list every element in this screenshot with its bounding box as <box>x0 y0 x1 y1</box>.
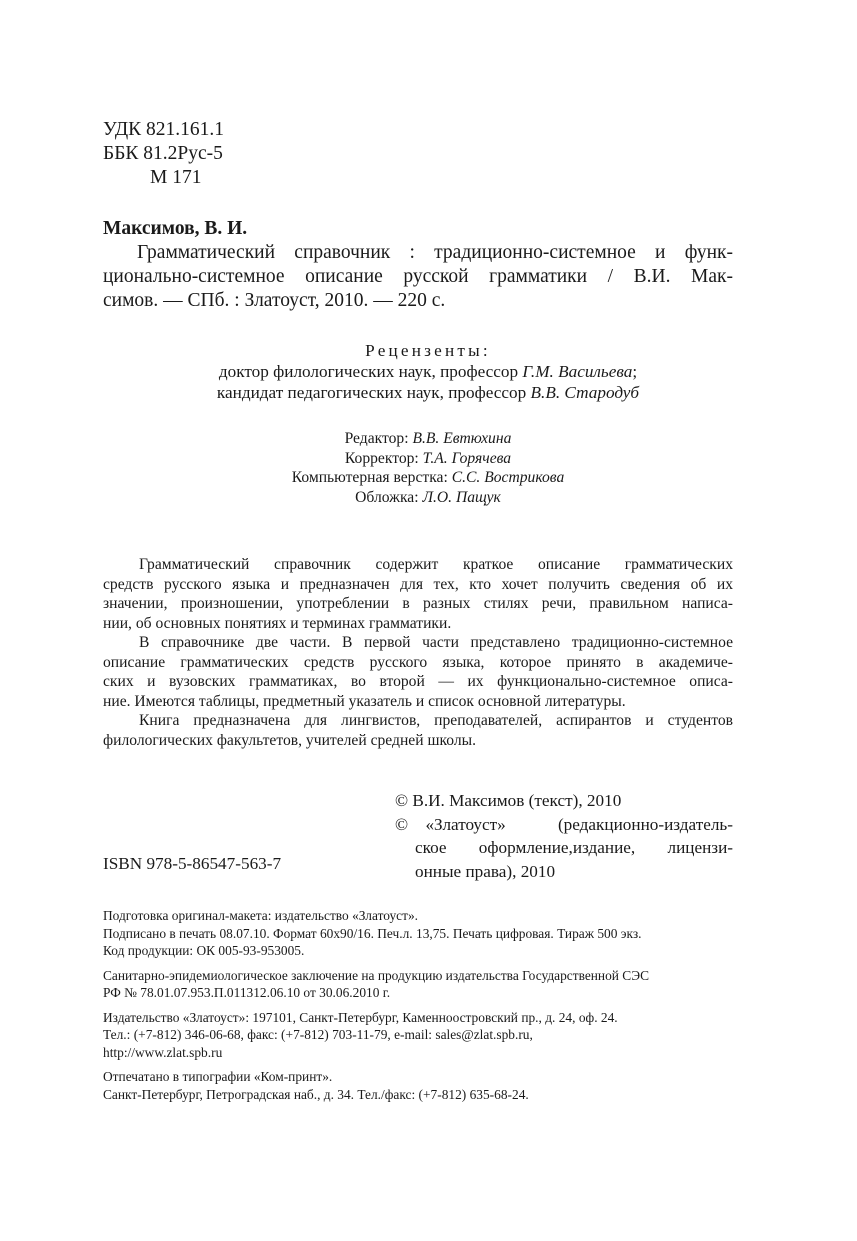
imprint-line: РФ № 78.01.07.953.П.011312.06.10 от 30.06.2010 г. <box>103 985 391 1000</box>
staff-credits <box>100 429 756 507</box>
publisher-url: http://www.zlat.spb.ru <box>103 1044 223 1060</box>
staff-editor: Редактор: В.В. Евтюхина <box>344 430 512 447</box>
imprint-line: Подготовка оригинал-макета: издательство «Златоуст». <box>103 908 418 923</box>
bibliographic-line-1: Грамматический справочник : традиционно-системное и функ- <box>137 242 733 263</box>
annotation-line-10: филологических факультетов, учителей средней школы. <box>103 731 477 749</box>
imprint-line: Издательство «Златоуст»: 197101, Санкт-Петербург, Каменноостровский пр., д. 24, оф. 24. <box>103 1009 618 1025</box>
copyright-block <box>395 789 733 883</box>
annotation-line-6: описание грамматических средств русского языка, которое принято в академиче- <box>103 653 733 671</box>
isbn: ISBN 978-5-86547-563-7 <box>103 854 282 873</box>
reviewer-2: кандидат педагогических наук, профессор В.В. Стародуб <box>216 383 640 402</box>
annotation-line-2: средств русского языка и предназначен для тех, кто хочет получить сведения об их <box>103 575 733 593</box>
staff-proofreader: Корректор: Т.А. Горячева <box>344 449 512 467</box>
annotation-line-9: Книга предназначена для лингвистов, преподавателей, аспирантов и студентов <box>139 712 733 729</box>
annotation-line-7: ских и вузовских грамматиках, во второй — их функционально-системное описа- <box>103 673 733 690</box>
annotation-line-8: ние. Имеются таблицы, предметный указатель и список основной литературы. <box>103 692 626 710</box>
imprint-line: Санитарно-эпидемиологическое заключение на продукцию издательства Государственной СЭС <box>103 967 650 983</box>
copyright-publisher-end: онные права), 2010 <box>415 861 556 881</box>
author-mark: М 171 <box>150 167 202 188</box>
reviewer-1-name: Г.М. Васильева <box>522 362 633 381</box>
reviewer-2-name: В.В. Стародуб <box>530 383 640 402</box>
reviewer-1: доктор филологических наук, профессор Г.М. Васильева; <box>218 362 638 381</box>
annotation-line-1: Грамматический справочник содержит краткое описание грамматических <box>139 556 733 573</box>
udk-code: УДК 821.161.1 <box>103 119 225 140</box>
bbk-code: ББК 81.2Рус-5 <box>103 143 223 164</box>
imprint-line: Подписано в печать 08.07.10. Формат 60x90/16. Печ.л. 13,75. Печать цифровая. Тираж 500 экз. <box>103 925 642 941</box>
reviewers-block <box>100 340 756 403</box>
imprint-line: Отпечатано в типографии «Ком-принт». <box>103 1069 333 1084</box>
bibliographic-line-3: симов. — СПб. : Златоуст, 2010. — 220 с. <box>103 290 446 311</box>
annotation-line-5: В справочнике две части. В первой части представлено традиционно-системное <box>139 634 733 651</box>
reviewers-heading: Рецензенты: <box>365 341 491 360</box>
bibliographic-record <box>103 241 733 313</box>
imprint <box>103 907 743 1103</box>
author-name: Максимов, В. И. <box>103 218 248 239</box>
copyright-author: © В.И. Максимов (текст), 2010 <box>395 791 622 810</box>
imprint-line: Код продукции: ОК 005-93-953005. <box>103 943 305 958</box>
staff-cover: Обложка: Л.О. Пащук <box>355 488 501 506</box>
annotation-line-3: значении, произношении, употреблении в разных стилях речи, правильном написа- <box>103 595 733 612</box>
copyright-publisher-cont: ское оформление,издание, лицензи- <box>415 838 733 857</box>
imprint-line: Санкт-Петербург, Петроградская наб., д. 34. Тел./факс: (+7-812) 635-68-24. <box>103 1086 529 1102</box>
annotation <box>103 555 733 750</box>
imprint-line: Тел.: (+7-812) 346-06-68, факс: (+7-812) 703-11-79, e-mail: sales@zlat.spb.ru, <box>103 1027 533 1042</box>
bibliographic-line-2: ционально-системное описание русской грамматики / В.И. Мак- <box>103 266 733 287</box>
copyright-publisher: © «Златоуст» (редакционно-издатель- <box>395 814 733 834</box>
annotation-line-4: нии, об основных понятиях и терминах грамматики. <box>103 614 452 632</box>
staff-layout: Компьютерная верстка: С.С. Вострикова <box>291 469 565 486</box>
